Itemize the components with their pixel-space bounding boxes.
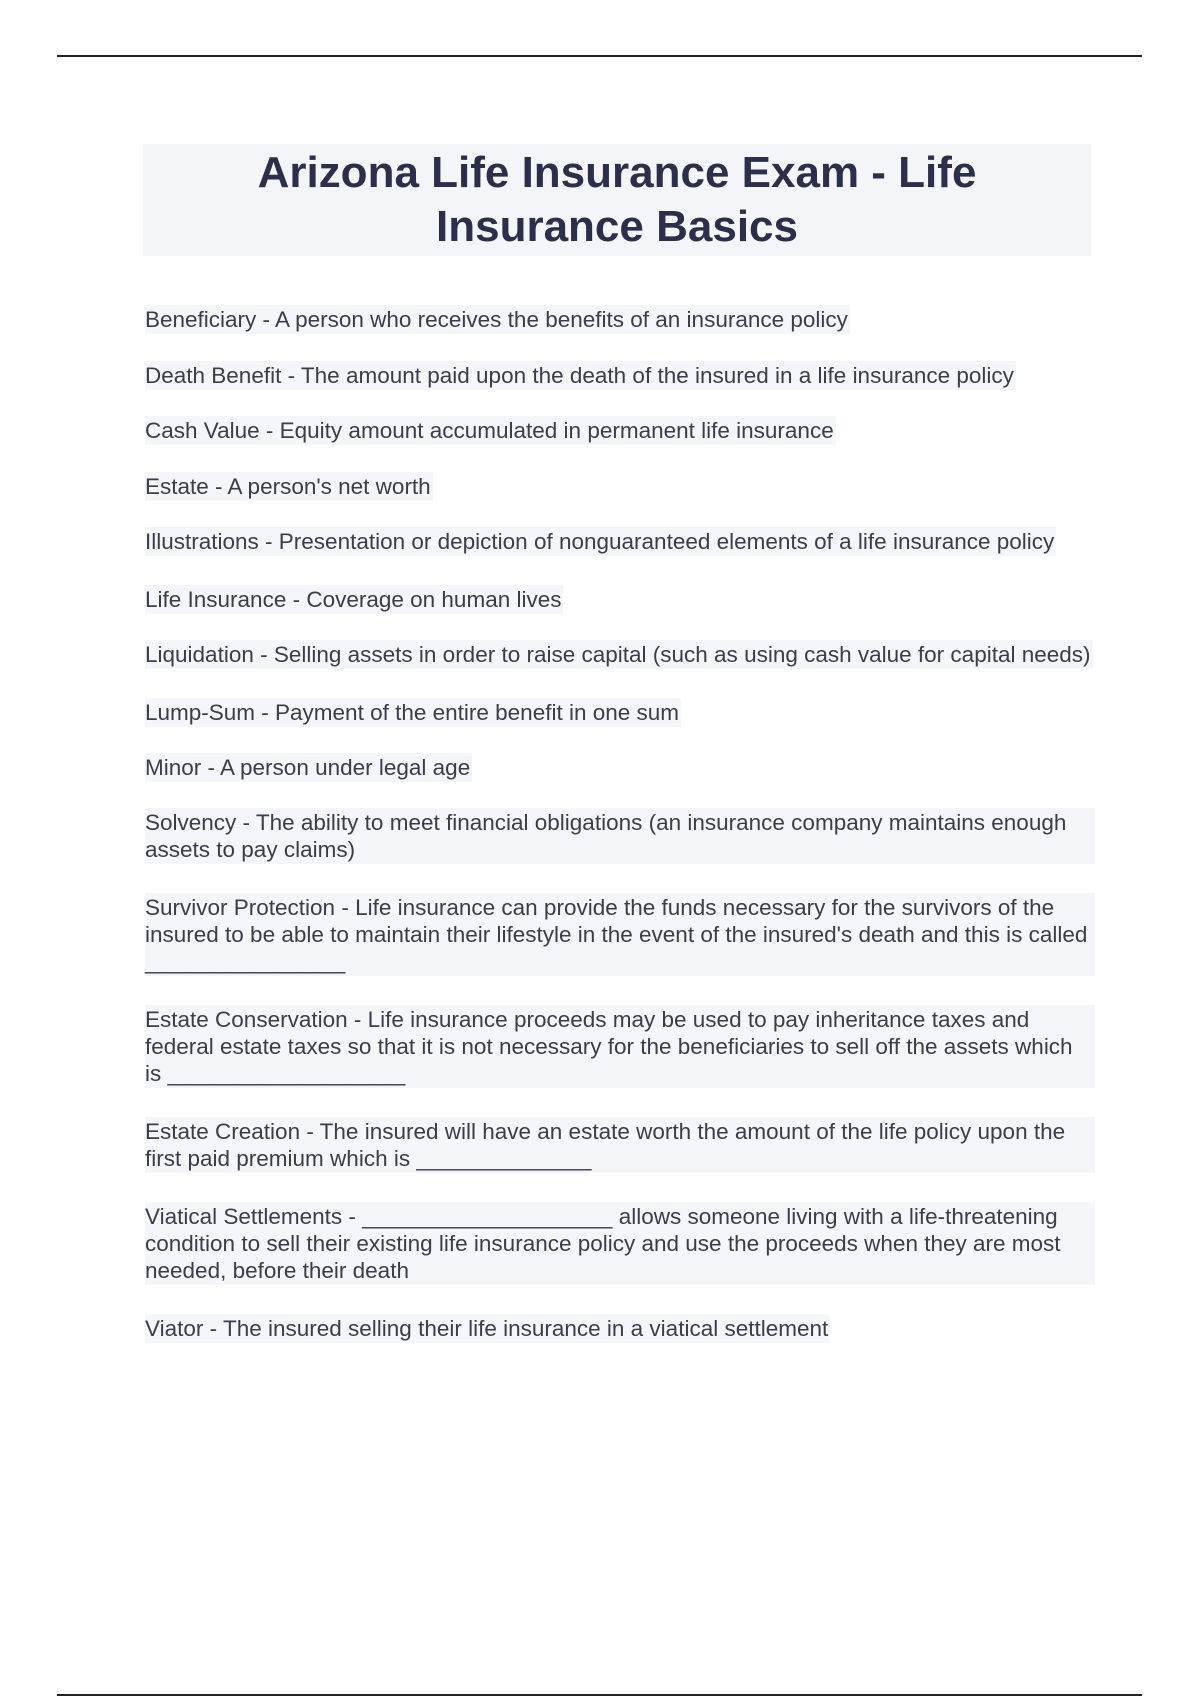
list-item bbox=[145, 585, 1095, 612]
list-item bbox=[145, 640, 1095, 669]
definition-illustrations: Illustrations - Presentation or depiction of nonguaranteed elements of a life insurance policy bbox=[145, 529, 1055, 554]
list-item bbox=[145, 1005, 1095, 1088]
bottom-rule bbox=[57, 1694, 1142, 1696]
definition-viatical-settlements: Viatical Settlements - ____________________ allows someone living with a life-threatening condition to sell their existing life insurance policy and use the proceeds when they are most needed, before their death bbox=[145, 1202, 1095, 1285]
definition-cash-value: Cash Value - Equity amount accumulated in permanent life insurance bbox=[145, 418, 834, 443]
list-item bbox=[145, 753, 1095, 780]
definition-liquidation: Liquidation - Selling assets in order to raise capital (such as using cash value for capital needs) bbox=[145, 642, 1091, 667]
list-item bbox=[145, 808, 1095, 864]
definition-minor: Minor - A person under legal age bbox=[145, 755, 471, 780]
title-banner bbox=[143, 144, 1091, 256]
definition-solvency: Solvency - The ability to meet financial obligations (an insurance company maintains enough assets to pay claims) bbox=[145, 808, 1095, 864]
list-item bbox=[145, 698, 1095, 725]
definition-estate-creation: Estate Creation - The insured will have an estate worth the amount of the life policy upon the first paid premium which is ______________ bbox=[145, 1117, 1095, 1173]
top-rule bbox=[57, 55, 1142, 57]
list-item bbox=[145, 361, 1095, 388]
list-item bbox=[145, 1202, 1095, 1285]
definition-beneficiary: Beneficiary - A person who receives the benefits of an insurance policy bbox=[145, 307, 848, 332]
page-title: Arizona Life Insurance Exam - Life Insurance Basics bbox=[257, 148, 977, 251]
definition-list bbox=[145, 305, 1095, 1341]
list-item bbox=[145, 893, 1095, 976]
definition-estate: Estate - A person's net worth bbox=[145, 474, 431, 499]
definition-lump-sum: Lump-Sum - Payment of the entire benefit in one sum bbox=[145, 700, 680, 725]
list-item bbox=[145, 527, 1095, 556]
definition-survivor-protection: Survivor Protection - Life insurance can provide the funds necessary for the survivors of the insured to be able to maintain their lifestyle in the event of the insured's death and this is called ________________ bbox=[145, 893, 1095, 976]
list-item bbox=[145, 1117, 1095, 1173]
definition-viator: Viator - The insured selling their life insurance in a viatical settlement bbox=[145, 1316, 829, 1341]
definition-estate-conservation: Estate Conservation - Life insurance proceeds may be used to pay inheritance taxes and federal estate taxes so that it is not necessary for the beneficiaries to sell off the assets which is ___________________ bbox=[145, 1005, 1095, 1088]
list-item bbox=[145, 472, 1095, 499]
list-item bbox=[145, 1314, 1095, 1341]
definition-death-benefit: Death Benefit - The amount paid upon the death of the insured in a life insurance policy bbox=[145, 363, 1014, 388]
list-item bbox=[145, 416, 1095, 443]
list-item bbox=[145, 305, 1095, 332]
definition-life-insurance: Life Insurance - Coverage on human lives bbox=[145, 587, 562, 612]
